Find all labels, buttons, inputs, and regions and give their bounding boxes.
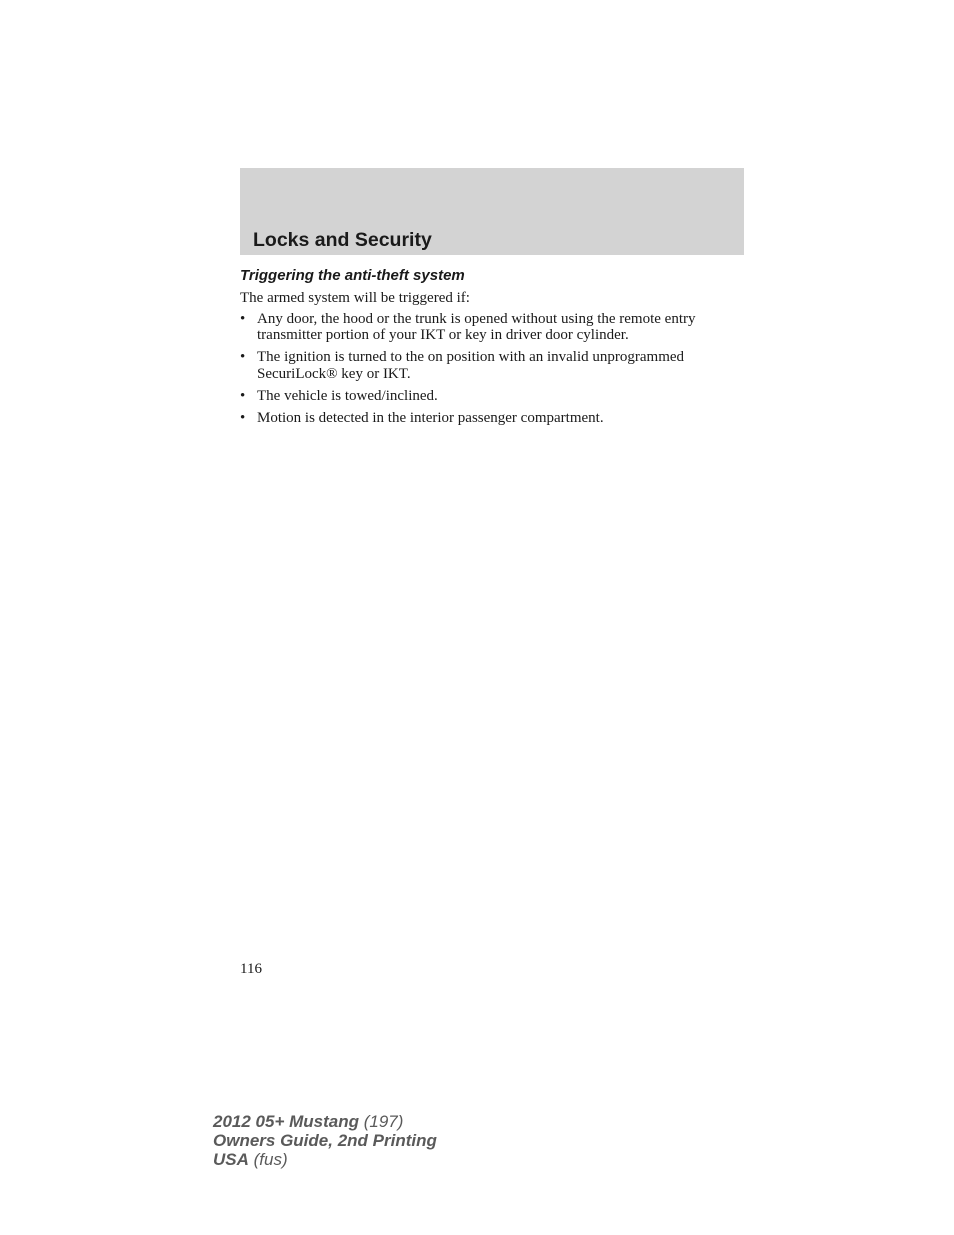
list-item [240,311,744,344]
footer-line-model [213,1112,437,1131]
list-item [240,388,744,405]
list-item-text: The vehicle is towed/inclined. [257,387,438,404]
bullet-icon: • [240,387,246,404]
page-content [240,266,744,432]
subsection-heading: Triggering the anti-theft system [240,267,465,284]
footer-line-guide [213,1131,437,1150]
footer-model-code: (197) [363,1112,404,1131]
bullet-icon: • [240,310,246,327]
document-footer [213,1112,437,1169]
page-number: 116 [240,961,262,977]
intro-paragraph: The armed system will be triggered if: [240,290,470,306]
list-item-text: Motion is detected in the interior passenger compartment. [257,409,604,426]
footer-market: USA [213,1150,249,1169]
footer-model: 2012 05+ Mustang [213,1112,359,1131]
footer-market-code: (fus) [253,1150,288,1169]
bullet-icon: • [240,409,246,426]
footer-guide-edition: Owners Guide, 2nd Printing [213,1131,437,1150]
section-title: Locks and Security [253,229,432,251]
footer-line-market [213,1150,437,1169]
list-item [240,410,744,427]
section-header-band [240,168,744,255]
list-item-text: Any door, the hood or the trunk is opened without using the remote entry transmitter portion of your IKT or key in driver door cylinder. [257,310,696,343]
list-item-text: The ignition is turned to the on position with an invalid unprogrammed SecuriLock® key or IKT. [257,349,685,382]
trigger-conditions-list [240,311,744,427]
list-item [240,349,744,382]
bullet-icon: • [240,349,246,365]
